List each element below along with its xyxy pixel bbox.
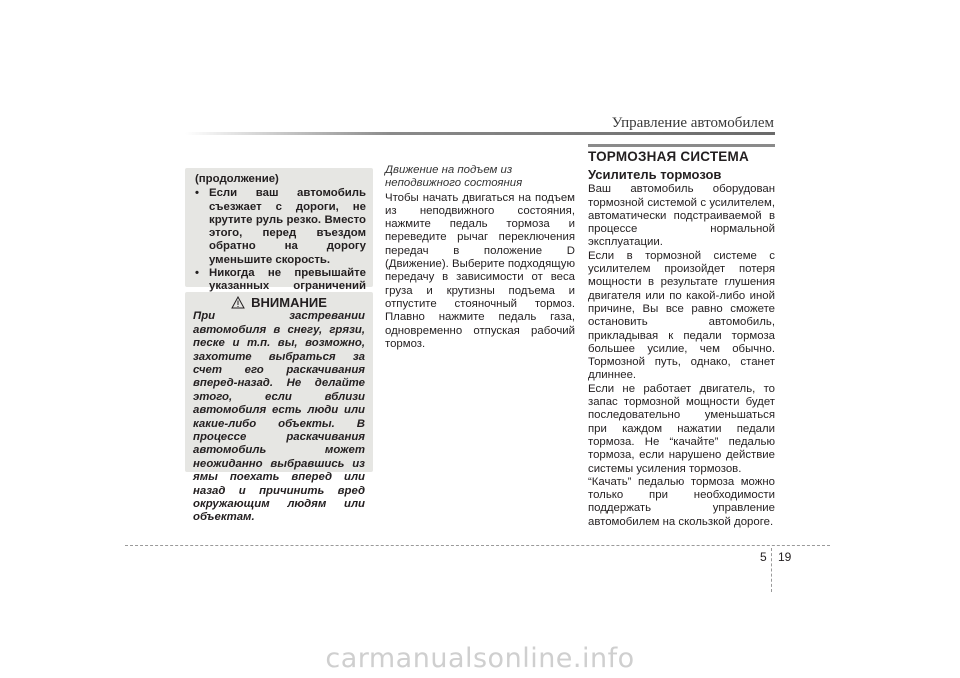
warning-box	[185, 292, 373, 524]
continued-notice-box	[185, 168, 373, 293]
continued-bullet-list	[195, 187, 366, 310]
brake-paragraph: Ваш автомобиль оборудован тормозной системой с усилителем, автоматически подстраиваемой в процессе нормальной эксплуатации.	[588, 183, 775, 249]
bullet-item: • Никогда не превышайте указанных ограничений	[195, 267, 366, 307]
header-rule	[185, 132, 775, 135]
hill-start-paragraph: Чтобы начать двигаться на подъем из неподвижного состояния, нажмите педаль тормоза и переведите рычаг переключения передач в положение D (Движение). Выберите подходящую передачу в зависимости от веса груза и крутизны подъема и отпустите стояночный тормоз. Плавно нажмите педаль газа, одновременно отпуская рабочий тормоз.	[385, 191, 575, 350]
hill-start-column	[385, 164, 575, 351]
continued-heading: (продолжение)	[195, 173, 279, 185]
warning-triangle-icon	[231, 296, 245, 309]
brake-paragraph: Если в тормозной системе с усилителем произойдет потеря мощности в результате глушения двигателя или по какой-либо иной причине, Вы все равно сможете остановить автомобиль, прикладывая к педали тормоза большее усилие, чем обычно. Тормозной путь, однако, станет длиннее.	[588, 249, 775, 382]
footer-rule	[125, 545, 830, 546]
bullet-item: • Если ваш автомобиль съезжает с дороги, не крутите руль резко. Вместо этого, перед въездом обратно на дорогу уменьшите скорость.	[195, 187, 366, 267]
hill-start-subtitle: Движение на подъем из неподвижного состояния	[385, 164, 523, 190]
section-title: ТОРМОЗНАЯ СИСТЕМА	[588, 144, 775, 164]
page-number: 19	[778, 550, 792, 564]
page-header-title: Управление автомобилем	[611, 115, 774, 131]
page-number-divider	[771, 548, 772, 592]
site-watermark: carmanualsonline.info	[325, 643, 635, 674]
chapter-number: 5	[760, 550, 767, 564]
brake-booster-heading: Усилитель тормозов	[588, 167, 722, 182]
warning-title: ВНИМАНИЕ	[251, 295, 327, 310]
brake-paragraph: “Качать” педалью тормоза можно только при необходимости поддержать управление автомобилем на скользкой дороге.	[588, 475, 775, 528]
brake-paragraph: Если не работает двигатель, то запас тормозной мощности будет последовательно уменьшаться при каждом нажатии педали тормоза. Не “качайте” педалью тормоза, если нарушено действие системы усиления тормозов.	[588, 382, 775, 475]
warning-header	[193, 296, 365, 309]
warning-text: При застревании автомобиля в снегу, грязи, песке и т.п. вы, возможно, захотите выбраться за счет его раскачивания вперед-назад. Не делайте этого, если вблизи автомобиля есть люди или какие-либо объекты. В процессе раскачивания автомобиль может неожиданно выбравшись из ямы поехать вперед или назад и причинить вред окружающим людям или объектам.	[193, 310, 365, 524]
brake-system-column	[588, 144, 775, 529]
